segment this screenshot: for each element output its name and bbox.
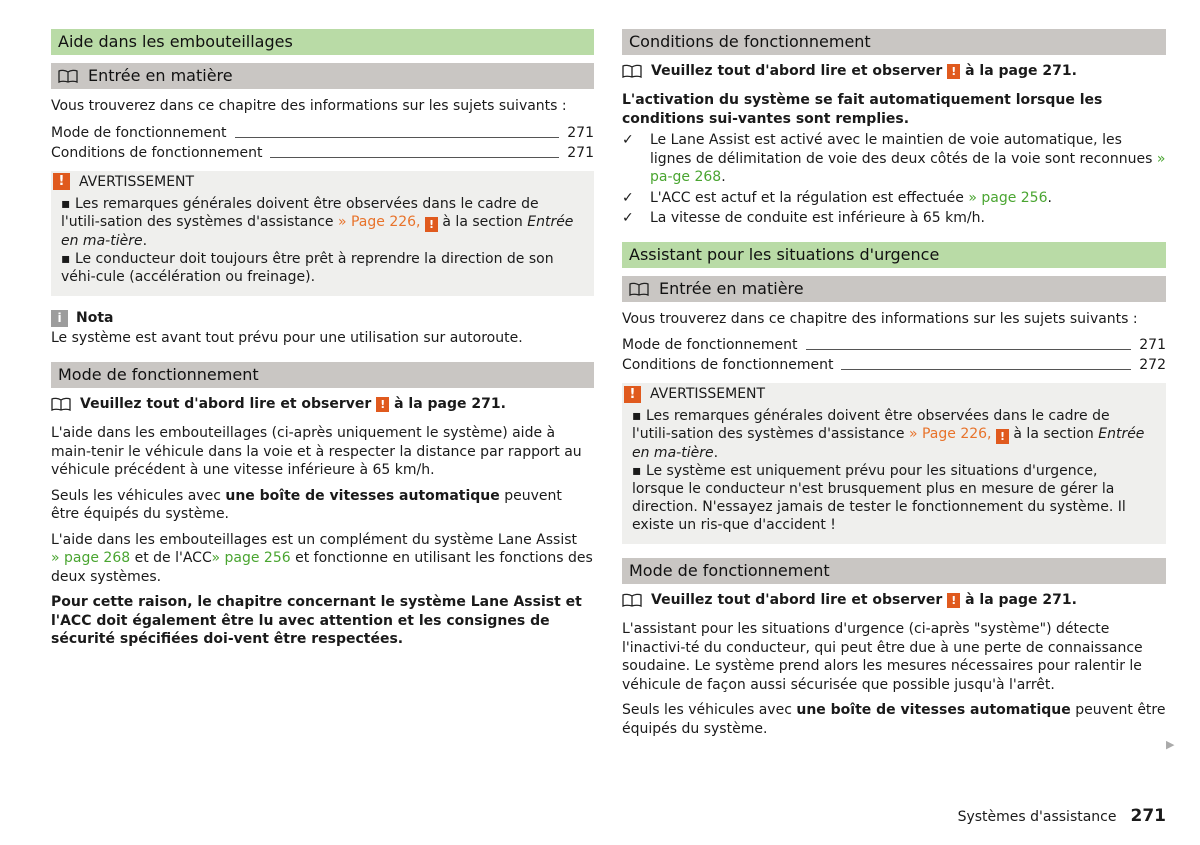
toc-row[interactable] (51, 143, 594, 163)
toc-page: 271 (567, 124, 594, 141)
warning-icon: ! (947, 593, 960, 608)
warning-icon: ! (947, 64, 960, 79)
section-title-mode: Mode de fonctionnement (51, 362, 594, 388)
intro-text: Vous trouverez dans ce chapitre des informations sur les sujets suivants : (51, 98, 567, 114)
toc-row[interactable] (622, 335, 1166, 355)
info-icon: i (51, 310, 68, 327)
list-item: ✓ L'ACC est actuf et la régulation est effectuée » page 256. (622, 189, 1052, 206)
warning-icon: ! (53, 173, 70, 190)
warning-box (622, 383, 1166, 544)
warning-header (51, 171, 580, 193)
check-icon: ✓ (622, 132, 634, 148)
warning-icon: ! (624, 386, 641, 403)
page-link[interactable]: » page 256 (211, 550, 291, 566)
subsection-header-intro (622, 276, 1166, 302)
check-icon: ✓ (622, 189, 634, 206)
subsection-title: Entrée en matière (88, 66, 233, 85)
page-link[interactable]: » pa-ge 268 (650, 150, 1166, 185)
toc-label: Mode de fonctionnement (51, 124, 227, 141)
book-icon (629, 282, 649, 296)
warning-icon: ! (996, 429, 1009, 444)
subsection-header-intro (51, 63, 594, 89)
section-title-mode: Mode de fonctionnement (622, 558, 1166, 584)
page-link[interactable]: » page 268 (51, 550, 131, 566)
warning-bullet: ▪ Le système est uniquement prévu pour les situations d'urgence, lorsque le conducteur n'est brusquement plus en mesure de gérer la direction. N'essayez jamais de tester le fonctionnement du système. Il existe un ris-que d'accident ! (632, 463, 1126, 533)
warning-bullet: ▪ Les remarques générales doivent être observées dans le cadre de l'utili-sation des systèmes d'assistance » Page 226, ! à la section Entrée en ma-tière. (61, 195, 574, 249)
warning-bullet: ▪ Le conducteur doit toujours être prêt à reprendre la direction de son véhi-cule (accélération ou freinage). (61, 250, 554, 285)
list-item: ✓ La vitesse de conduite est inférieure à 65 km/h. (622, 210, 985, 226)
warning-box (51, 171, 594, 296)
toc-page: 271 (1139, 337, 1166, 353)
footer-section-title: Systèmes d'assistance (957, 809, 1117, 825)
page-footer (958, 806, 1166, 826)
conditions-lead: L'activation du système se fait automatiquement lorsque les conditions sui-vantes sont remplies. (622, 92, 1103, 127)
toc-row[interactable] (622, 355, 1166, 375)
nota-title: Nota (76, 310, 114, 326)
right-column (622, 29, 1166, 738)
paragraph-bold: Pour cette raison, le chapitre concernant le système Lane Assist et l'ACC doit également être lu avec attention et les consignes de sécurité spécifiées doi-vent être respectées. (51, 594, 582, 647)
left-column (51, 29, 594, 649)
book-icon (622, 593, 642, 607)
intro-text: Vous trouverez dans ce chapitre des informations sur les sujets suivants : (622, 310, 1138, 327)
book-icon (622, 64, 642, 78)
warning-body (51, 195, 580, 286)
warning-title: AVERTISSEMENT (79, 173, 195, 190)
toc-page: 271 (567, 144, 594, 161)
nota-header (51, 310, 594, 327)
section-title-emergency: Assistant pour les situations d'urgence (622, 242, 1166, 268)
next-page-arrow-icon[interactable]: ▶ (1166, 738, 1175, 751)
subsection-title: Entrée en matière (659, 278, 804, 298)
warning-title: AVERTISSEMENT (650, 386, 766, 402)
section-title-conditions: Conditions de fonctionnement (622, 29, 1166, 55)
section-title-traffic-jam: Aide dans les embouteillages (51, 29, 594, 55)
warning-header (622, 383, 1152, 405)
check-icon: ✓ (622, 210, 634, 226)
list-item: ✓ Le Lane Assist est activé avec le maintien de voie automatique, les lignes de délimitation de voie des deux côtés de la voie sont reconnues » pa-ge 268. (622, 132, 1166, 185)
page-number: 271 (1130, 806, 1166, 826)
page-link[interactable]: » Page 226, (337, 213, 421, 230)
read-first-notice: Veuillez tout d'abord lire et observer ! à la page 271. (51, 396, 594, 412)
paragraph: L'aide dans les embouteillages est un complément du système Lane Assist » page 268 et de l'ACC» page 256 et fonctionne en utilisant les fonctions des deux systèmes. (51, 531, 593, 585)
toc-row[interactable] (51, 123, 594, 143)
read-first-notice: Veuillez tout d'abord lire et observer ! à la page 271. (622, 63, 1166, 79)
conditions-list (622, 131, 1166, 228)
toc-label: Conditions de fonctionnement (622, 357, 834, 373)
paragraph: Seuls les véhicules avec une boîte de vitesses automatique peuvent être équipés du système. (51, 487, 562, 522)
book-icon (58, 69, 78, 83)
page-link[interactable]: » Page 226, (908, 426, 992, 442)
page-link[interactable]: » page 256 (968, 189, 1048, 206)
toc-label: Mode de fonctionnement (622, 337, 798, 353)
book-icon (51, 397, 71, 411)
nota-text: Le système est avant tout prévu pour une utilisation sur autoroute. (51, 329, 523, 346)
paragraph: L'assistant pour les situations d'urgence (ci-après "système") détecte l'inactivi-té du conducteur, qui peut être due à une perte de connaissance soudaine. Le système prend alors les mesures nécessaires pour ralentir le véhicule de façon aussi sécurisée que possible jusqu'à l'arrêt. (622, 621, 1143, 693)
warning-bullet: ▪ Les remarques générales doivent être observées dans le cadre de l'utili-sation des systèmes d'assistance » Page 226, ! à la section Entrée en ma-tière. (632, 408, 1145, 461)
toc-page: 272 (1139, 357, 1166, 373)
paragraph: L'aide dans les embouteillages (ci-après uniquement le système) aide à main-tenir le véhicule dans la voie et à respecter la distance par rapport au véhicule précédent à une vitesse inférieure à 65 km/h. (51, 425, 582, 478)
paragraph: Seuls les véhicules avec une boîte de vitesses automatique peuvent être équipés du système. (622, 702, 1166, 737)
warning-icon: ! (425, 217, 438, 232)
toc-label: Conditions de fonctionnement (51, 144, 263, 161)
warning-body (622, 407, 1152, 534)
read-first-notice: Veuillez tout d'abord lire et observer ! à la page 271. (622, 592, 1166, 608)
warning-icon: ! (376, 397, 389, 412)
